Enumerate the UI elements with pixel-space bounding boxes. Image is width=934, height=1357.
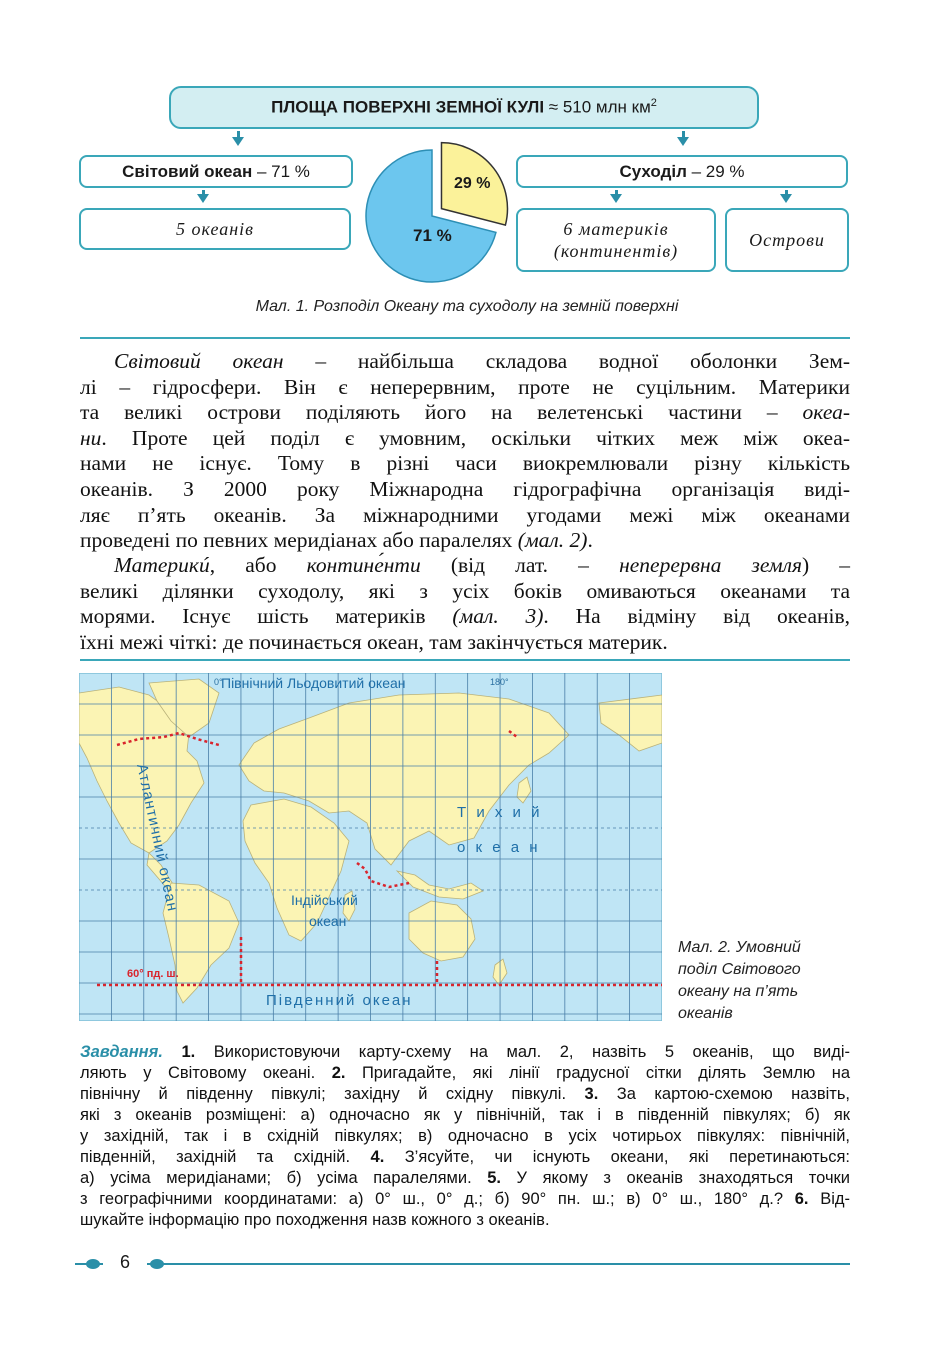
map-meridian-180: 180° — [490, 677, 509, 687]
figure-2-caption-line: Мал. 2. Умовний — [678, 939, 801, 956]
land-label: Суходіл — [619, 161, 687, 181]
task-text: Від- — [808, 1190, 850, 1208]
arrow-down-icon — [780, 194, 792, 203]
task-text: південній, західній та східній. — [80, 1148, 371, 1166]
footer-dot-icon — [86, 1259, 100, 1269]
task-number: 5. — [487, 1169, 501, 1187]
arrow-down-icon — [232, 137, 244, 146]
paragraph-world-ocean — [80, 349, 850, 554]
figure-ref-3: (мал. 3) — [452, 604, 544, 629]
task-number: 3. — [584, 1085, 599, 1103]
term-world-ocean: Світовий океан — [114, 349, 284, 373]
task-text: північну й південну півкулі; західну й східну півкулі. — [80, 1085, 585, 1103]
map-label-southern: Південний океан — [266, 992, 413, 1009]
task-number: 1. — [181, 1043, 196, 1061]
figure-1-caption: Мал. 1. Розподіл Океану та суходолу на земній поверхні — [255, 298, 679, 315]
islands-box — [725, 208, 849, 272]
text-line: (від лат. – — [420, 553, 620, 577]
text-line: ляє п’ять океанів. За міжнародними угодами межі між океанами — [80, 502, 850, 527]
ocean-land-pie-chart — [356, 134, 516, 284]
map-label-pacific-1: Т и х и й — [457, 804, 543, 821]
text-line: та великі острови поділяють його на велетенські частини – — [80, 400, 803, 425]
continents-label: 6 материків — [563, 219, 669, 239]
five-oceans-label: 5 океанів — [176, 218, 254, 239]
world-ocean-box — [79, 155, 353, 188]
pie-label-land: 29 % — [454, 175, 491, 192]
five-oceans-box — [79, 208, 351, 250]
task-text — [163, 1043, 182, 1061]
term-latin-meaning: неперервна земля — [619, 553, 802, 577]
task-text: у західній, так і в східній півкулях; в) одночасно в усіх чотирьох півкулях: північній, — [80, 1127, 850, 1145]
footer-dot-icon — [150, 1259, 164, 1269]
text-line: морями. Існує шість материків — [80, 604, 453, 629]
figure-2-caption-line: океану на п’ять — [678, 983, 799, 1000]
world-ocean-label: Світовий океан — [122, 161, 253, 181]
land-percent: – 29 % — [686, 161, 745, 181]
term-kontynenty: контине́нти — [306, 553, 421, 577]
text-line: , або — [209, 553, 307, 577]
term-continents: Материкú — [114, 553, 210, 577]
islands-label: Острови — [749, 229, 825, 250]
surface-area-title: ПЛОЩА ПОВЕРХНІ ЗЕМНОЇ КУЛІ — [271, 97, 545, 117]
figure-2-caption — [678, 937, 858, 1025]
text-line: . На відміну від океанів, — [543, 604, 851, 629]
task-text: Використовуючи карту-схему на мал. 2, назвіть 5 океанів, що виді- — [195, 1043, 850, 1061]
task-heading: Завдання. — [80, 1043, 163, 1061]
surface-area-unit-sup: 2 — [650, 97, 657, 110]
page-number: 6 — [111, 1252, 139, 1273]
figure-2-caption-line: поділ Світового — [678, 961, 801, 978]
text-line: ) – — [801, 553, 851, 577]
text-line: лі – гідросфери. Він є неперервним, проте не суцільним. Материки — [80, 374, 850, 399]
text-line: нами не існує. Тому в різні часи виокремлювали різну кількість — [80, 451, 850, 476]
map-meridian-0: 0° — [214, 677, 223, 687]
task-text: У якому з океанів знаходяться точки — [500, 1169, 850, 1187]
task-block — [80, 1042, 850, 1231]
world-ocean-percent: – 71 % — [252, 161, 310, 181]
task-text: а) усіма меридіанами; б) усіма паралелями. — [80, 1169, 488, 1187]
task-text: Пригадайте, які лінії градусної сітки ділять Землю на — [345, 1064, 850, 1082]
text-line: – найбільша складова водної оболонки Зем- — [283, 349, 851, 373]
task-text: з географічними координатами: а) 0° ш., 0° д.; б) 90° пн. ш.; в) 0° ш., 180° д.? — [80, 1190, 795, 1208]
paragraph-divider — [80, 659, 850, 661]
text-line: . — [587, 528, 593, 553]
continents-alt-label: (континентів) — [553, 241, 679, 261]
map-label-arctic: Північний Льодовитий океан — [221, 675, 406, 691]
task-text: які з океанів розміщені: а) одночасно як у північній, так і в південній півкулях; б) як — [80, 1106, 850, 1124]
term-oceans: океа- — [802, 400, 850, 425]
task-number: 2. — [331, 1064, 346, 1082]
surface-area-title-box — [169, 86, 759, 129]
text-line: . Проте цей поділ є умовним, оскільки чітких меж між океа- — [101, 425, 850, 450]
task-text: шукайте інформацію про походження назв кожного з океанів. — [80, 1211, 550, 1229]
figure-ref-2: (мал. 2) — [517, 528, 588, 553]
arrow-down-icon — [610, 194, 622, 203]
text-line: океанів. З 2000 року Міжнародна гідрографічна організація виді- — [80, 476, 850, 501]
task-text: ляють у Світовому океані. — [80, 1064, 332, 1082]
pie-label-ocean: 71 % — [413, 226, 452, 245]
figure-2-caption-line: океанів — [678, 1005, 733, 1022]
map-label-parallel: 60° пд. ш. — [127, 968, 179, 980]
map-label-indian-2: океан — [309, 913, 347, 929]
page-footer-ornament — [75, 1254, 865, 1274]
task-text: З’ясуйте, чи існують океани, які перетинаються: — [384, 1148, 850, 1166]
caption-divider — [80, 337, 850, 339]
land-box — [516, 155, 848, 188]
continents-box — [516, 208, 716, 272]
map-label-atlantic: Атлантичний океан — [133, 762, 182, 914]
text-line: проведені по певних меридіанах або паралелях — [80, 528, 518, 553]
task-number: 6. — [794, 1190, 809, 1208]
surface-area-value: ≈ 510 млн км — [544, 97, 651, 117]
arrow-down-icon — [197, 194, 209, 203]
text-line: їхні межі чіткі: де починається океан, там закінчується материк. — [80, 629, 668, 654]
term-oceans-end: ни — [80, 425, 102, 450]
map-label-pacific-2: о к е а н — [457, 839, 541, 856]
map-label-indian-1: Індійський — [291, 892, 358, 908]
task-number: 4. — [370, 1148, 385, 1166]
task-text: За картою-схемою назвіть, — [598, 1085, 851, 1103]
world-ocean-map — [79, 673, 662, 1021]
arrow-down-icon — [677, 137, 689, 146]
text-line: великі ділянки суходолу, які з усіх боків омиваються океанами та — [80, 578, 850, 603]
paragraph-continents — [80, 553, 850, 655]
